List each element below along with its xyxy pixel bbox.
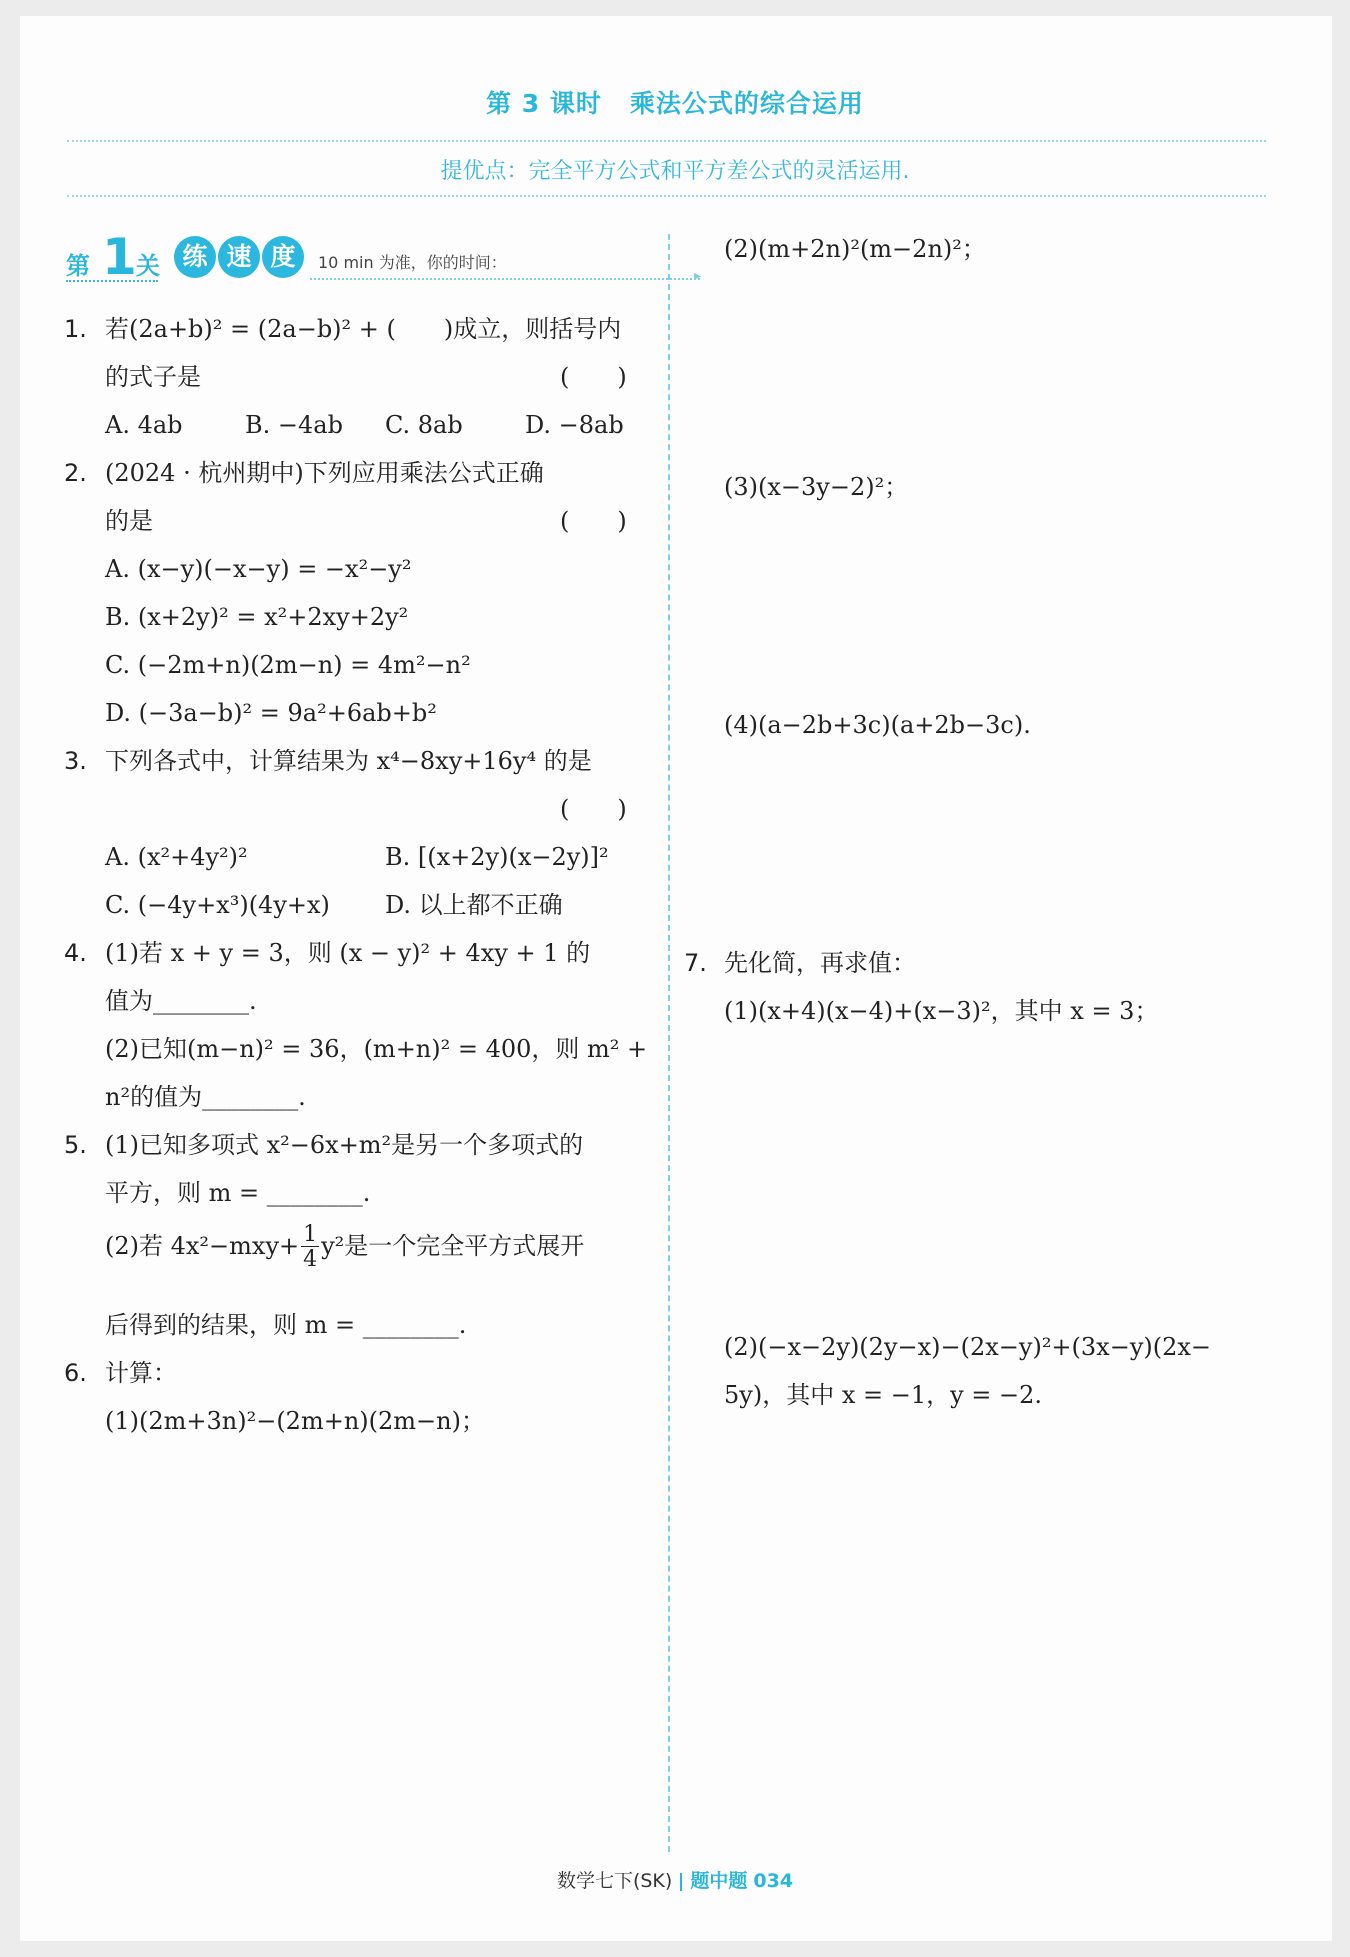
q6-part3: (3)(x−3y−2)²；	[724, 473, 909, 501]
q5-part2-line1	[105, 1218, 584, 1274]
q3-option-c: C. (−4y+x³)(4y+x)	[105, 891, 330, 919]
q7-part2-line2: 5y)，其中 x = −1，y = −2.	[724, 1381, 1043, 1409]
q1-stem-line1: 若(2a+b)² = (2a−b)² + ( )成立，则括号内	[105, 315, 622, 343]
q1-option-d: D. −8ab	[525, 411, 624, 439]
fraction-one-quarter	[301, 1224, 319, 1271]
q3-option-d: D. 以上都不正确	[385, 891, 563, 919]
q2-answer-bracket: ( )	[560, 507, 627, 535]
q5-part2-text-b: y²是一个完全平方式展开	[321, 1232, 585, 1260]
q1-answer-bracket: ( )	[560, 363, 627, 391]
badge-char-2: 速	[218, 236, 260, 278]
header-rule-top	[67, 140, 1266, 142]
lesson-label: 第 3 课时	[486, 89, 602, 118]
q5-number: 5.	[64, 1131, 87, 1159]
page-title	[0, 84, 1350, 120]
q7-part2-line1: (2)(−x−2y)(2y−x)−(2x−y)²+(3x−y)(2x−	[724, 1333, 1212, 1361]
q2-stem-line2: 的是	[105, 507, 153, 535]
q2-option-a: A. (x−y)(−x−y) = −x²−y²	[105, 555, 412, 583]
q5-part2-line2: 后得到的结果，则 m = ________.	[105, 1311, 467, 1339]
q5-part1-line2: 平方，则 m = ________.	[105, 1179, 371, 1207]
q5-part1-line1: (1)已知多项式 x²−6x+m²是另一个多项式的	[105, 1131, 584, 1159]
section-number: 1	[102, 228, 137, 286]
q7-stem: 先化简，再求值：	[724, 949, 916, 977]
q1-option-c: C. 8ab	[385, 411, 463, 439]
q6-part4: (4)(a−2b+3c)(a+2b−3c).	[724, 711, 1031, 739]
page-number: 034	[753, 1870, 794, 1892]
q6-part1: (1)(2m+3n)²−(2m+n)(2m−n)；	[105, 1407, 485, 1435]
q6-stem: 计算：	[105, 1359, 177, 1387]
q4-number: 4.	[64, 939, 87, 967]
badge-char-1: 练	[174, 236, 216, 278]
arrow-icon: ▸	[694, 268, 702, 284]
column-divider	[668, 234, 670, 1852]
q3-option-b: B. [(x+2y)(x−2y)]²	[385, 843, 609, 871]
q6-number: 6.	[64, 1359, 87, 1387]
q3-option-a: A. (x²+4y²)²	[105, 843, 248, 871]
section-di: 第	[66, 252, 90, 280]
q5-part2-text-a: (2)若 4x²−mxy+	[105, 1232, 300, 1260]
q3-stem-line1: 下列各式中，计算结果为 x⁴−8xy+16y⁴ 的是	[105, 747, 592, 775]
header-rule-bottom	[67, 195, 1266, 197]
q4-part2-line2: n²的值为________.	[105, 1083, 306, 1111]
lesson-topic: 乘法公式的综合运用	[629, 89, 864, 118]
q7-part1: (1)(x+4)(x−4)+(x−3)²，其中 x = 3；	[724, 997, 1159, 1025]
page-footer	[0, 1866, 1350, 1893]
q1-option-a: A. 4ab	[105, 411, 183, 439]
footer-separator	[680, 1873, 682, 1891]
q3-answer-bracket: ( )	[560, 795, 627, 823]
footer-book: 数学七下(SK)	[556, 1870, 673, 1892]
q7-number: 7.	[684, 949, 707, 977]
fraction-numerator: 1	[303, 1222, 318, 1247]
section-underline	[66, 280, 158, 282]
q4-part1-line1: (1)若 x + y = 3，则 (x − y)² + 4xy + 1 的	[105, 939, 591, 967]
page-paper	[20, 16, 1332, 1941]
q1-number: 1.	[64, 315, 87, 343]
q1-stem-line2: 的式子是	[105, 363, 201, 391]
fraction-denominator: 4	[303, 1247, 318, 1272]
q2-number: 2.	[64, 459, 87, 487]
q2-stem-line1: (2024 · 杭州期中)下列应用乘法公式正确	[105, 459, 544, 487]
badge-char-3: 度	[262, 236, 304, 278]
footer-brand: 题中题	[690, 1870, 748, 1892]
q3-number: 3.	[64, 747, 87, 775]
q4-part1-line2: 值为________.	[105, 987, 257, 1015]
q6-part2: (2)(m+2n)²(m−2n)²；	[724, 235, 986, 263]
q1-option-b: B. −4ab	[245, 411, 343, 439]
q2-option-b: B. (x+2y)² = x²+2xy+2y²	[105, 603, 409, 631]
q2-option-c: C. (−2m+n)(2m−n) = 4m²−n²	[105, 651, 471, 679]
section-guan: 关	[136, 252, 160, 280]
timing-underline	[310, 278, 700, 280]
timing-note: 10 min 为准，你的时间：	[318, 253, 507, 272]
q4-part2-line1: (2)已知(m−n)² = 36，(m+n)² = 400，则 m² +	[105, 1035, 648, 1063]
q2-option-d: D. (−3a−b)² = 9a²+6ab+b²	[105, 699, 437, 727]
tip-line: 提优点：完全平方公式和平方差公式的灵活运用.	[440, 159, 910, 184]
